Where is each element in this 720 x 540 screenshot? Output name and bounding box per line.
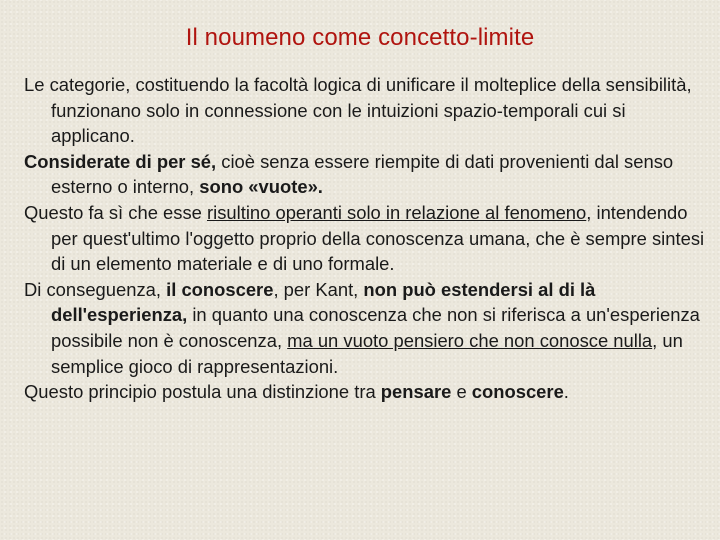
paragraph-per-se (24, 149, 708, 200)
text-run: Questo principio postula una distinzione tra (24, 381, 381, 403)
bold-text: il conoscere (166, 278, 274, 300)
underlined-text: ma un vuoto pensiero che non conosce nulla (287, 329, 653, 351)
paragraph-categorie (24, 72, 708, 149)
bold-text: sono «vuote». (199, 176, 323, 198)
underlined-text: risultino operanti solo in relazione al fenomeno (206, 201, 587, 223)
paragraph-principio (24, 379, 708, 405)
bold-text: Considerate di per sé, (24, 150, 217, 172)
slide-body (24, 72, 708, 405)
bold-text: conoscere (471, 381, 564, 403)
bold-text: non può estendersi al di là dell'esperienza, (51, 278, 596, 326)
text-run: Di conseguenza, (24, 278, 167, 300)
slide-title: Il noumeno come concetto-limite (185, 24, 535, 51)
text-run: Questo fa sì che esse (24, 201, 207, 223)
text-run: , intendendo per quest'ultimo l'oggetto proprio della conoscenza umana, che è sempre sintesi di un elemento materiale e di uno formale. (51, 201, 705, 275)
text-run: Le categorie, costituendo la facoltà logica di unificare il molteplice della sensibilità, funzionano solo in connessione con le intuizioni spazio-temporali cui si applicano. (24, 74, 692, 147)
text-run: , per Kant, (273, 278, 364, 300)
text-run: in quanto una conoscenza che non si riferisca a un'esperienza possibile non è conoscenza, (51, 304, 700, 351)
text-run: , un semplice gioco di rappresentazioni. (51, 329, 683, 377)
paragraph-conoscere (24, 277, 708, 379)
paragraph-fenomeno (24, 200, 708, 277)
text-run: e (451, 381, 472, 403)
bold-text: pensare (380, 381, 452, 403)
text-run: cioè senza essere riempite di dati provenienti dal senso esterno o interno, (51, 150, 674, 198)
text-run: . (563, 381, 569, 403)
